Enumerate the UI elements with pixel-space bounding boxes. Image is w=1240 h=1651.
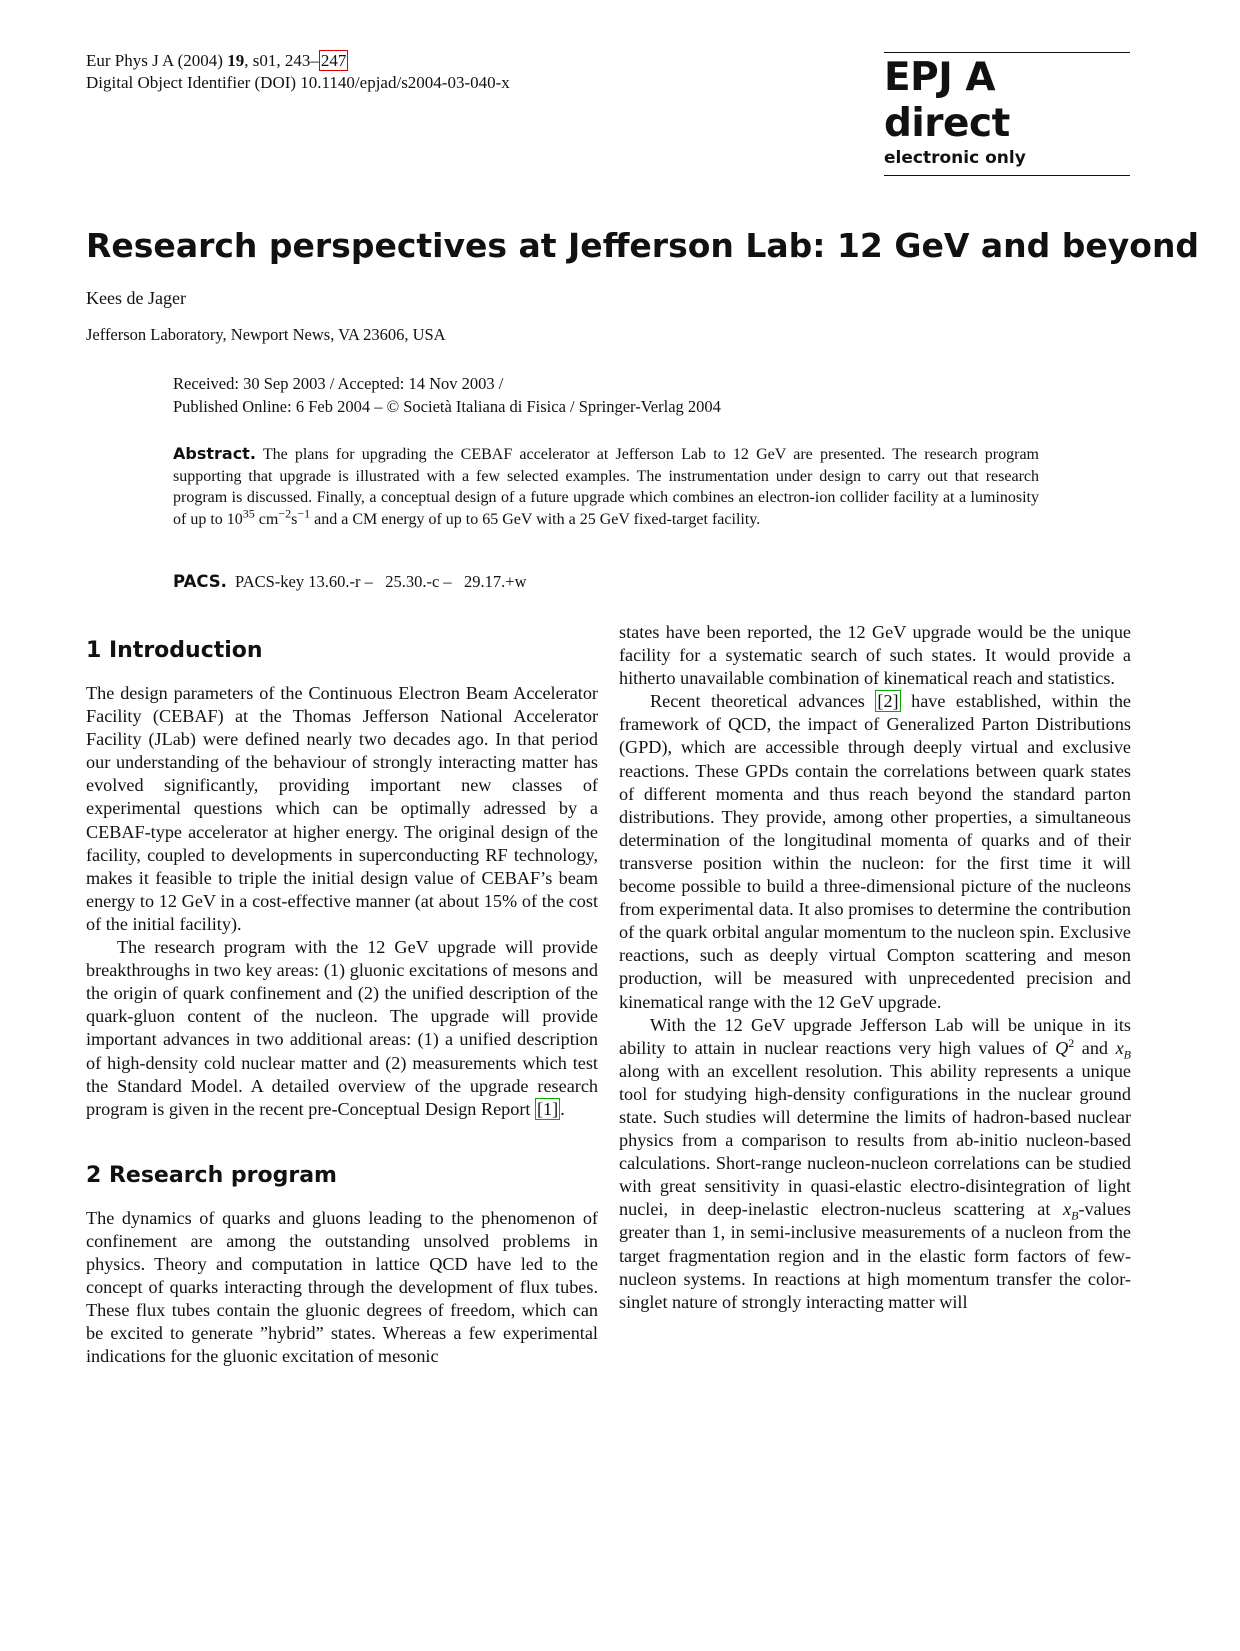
pacs-codes: PACS. PACS-key 13.60.-r – 25.30.-c – 29.17.+w — [173, 572, 527, 591]
citation-link[interactable]: [2] — [877, 691, 899, 712]
left-column — [86, 636, 598, 1368]
abstract: Abstract. The plans for upgrading the CEBAF accelerator at Jefferson Lab to 12 GeV are presented. The research program supporting that upgrade is illustrated with a few selected examples. The instrumentation under design to carry out that research program is discussed. Finally, a conceptual design of a future upgrade which combines an electron-ion collider facility at a luminosity of up to $10^{35}$ $cm^{-2}s^{-1}$ and a CM energy of up to 65 GeV with a 25 GeV fixed-target facility. — [173, 444, 1039, 528]
volume-number: 19 — [227, 51, 245, 70]
pacs-label: PACS. — [173, 572, 227, 591]
abstract-label: Abstract. — [173, 444, 256, 463]
paragraph: states have been reported, the 12 GeV upgrade would be the unique facility for a systematic search of such states. It would provide a hitherto unavailable combination of kinematical reach and statistics. — [619, 622, 1131, 689]
brand-top-rule — [884, 52, 1130, 53]
publication-dates: Received: 30 Sep 2003 / Accepted: 14 Nov 2003 / Published Online: 6 Feb 2004 – © Società Italiana di Fisica / Springer-Verlag 2004 — [173, 374, 721, 416]
journal-brand-subtitle: electronic only — [884, 148, 1026, 168]
journal-brand-block — [884, 52, 1130, 176]
citation-link[interactable]: [1] — [537, 1098, 559, 1119]
journal-citation — [86, 50, 510, 94]
section-heading-research-program: 2 Research program — [86, 1162, 337, 1188]
paragraph: The design parameters of the Continuous Electron Beam Accelerator Facility (CEBAF) at the Thomas Jefferson National Accelerator Facility (JLab) were defined nearly two decades ago. In that period our understanding of the behaviour of strongly interacting matter has evolved significantly, providing important new classes of experimental questions which can be optimally adressed by a CEBAF-type accelerator at higher energy. The original design of the facility, coupled to developments in superconducting RF technology, makes it feasible to triple the initial design value of CEBAF’s beam energy to 12 GeV in a cost-effective manner (at about 15% of the cost of the initial facility). — [86, 683, 598, 934]
author-name: Kees de Jager — [86, 288, 186, 308]
right-column — [619, 621, 1131, 1314]
affiliation: Jefferson Laboratory, Newport News, VA 23606, USA — [86, 325, 446, 344]
brand-bottom-rule — [884, 175, 1130, 176]
paper-title: Research perspectives at Jefferson Lab: 12 GeV and beyond — [86, 226, 1200, 265]
paragraph: Recent theoretical advances [2] have established, within the framework of QCD, the impact of Generalized Parton Distributions (GPD), which are accessible through deeply virtual and exclusive reactions. These GPDs contain the correlations between quark states of different momenta and thus reach beyond the standard parton distributions. They provide, among other properties, a simultaneous determination of the longitudinal momenta of quarks and of their transverse position within the nucleon: for the first time it will become possible to build a three-dimensional picture of the nucleons from experimental data. It also promises to determine the contribution of the quark orbital angular momentum to the nucleon spin. Exclusive reactions, such as deeply virtual Compton scattering and meson production, will be measured with unprecedented precision and kinematical range with the 12 GeV upgrade. — [619, 691, 1131, 1012]
doi-line: Digital Object Identifier (DOI) 10.1140/epjad/s2004-03-040-x — [86, 73, 510, 92]
paragraph: With the 12 GeV upgrade Jefferson Lab will be unique in its ability to attain in nuclear reactions very high values of $Q^2$ and $x_B$ along with an excellent resolution. This ability represents a unique tool for studying high-density configurations in the nuclear ground state. Such studies will determine the limits of hadron-based nuclear physics from a comparison to results from ab-initio nucleon-based calculations. Short-range nucleon-nucleon correlations can be studied with great sensitivity in quasi-elastic electro-disintegration of light nuclei, in deep-inelastic electron-nucleus scattering at $x_B$-values greater than 1, in semi-inclusive measurements of a nucleon from the target fragmentation region and in the elastic form factors of few-nucleon systems. In reactions at high momentum transfer the color-singlet nature of strongly interacting matter will — [619, 1014, 1131, 1312]
section-heading-introduction: 1 Introduction — [86, 638, 263, 663]
last-page-link[interactable]: 247 — [320, 51, 347, 70]
journal-brand: EPJ A direct — [884, 55, 1010, 146]
paragraph: The dynamics of quarks and gluons leading to the phenomenon of confinement are among the outstanding unsolved problems in physics. Theory and computation in lattice QCD have led to the concept of quarks interacting through the development of flux tubes. These flux tubes contain the gluonic degrees of freedom, which can be excited to generate ”hybrid” states. Whereas a few experimental indications for the gluonic excitation of mesonic — [86, 1207, 598, 1367]
citation-line: Eur Phys J A (2004) 19, s01, 243– 247 — [86, 51, 347, 70]
paragraph: The research program with the 12 GeV upgrade will provide breakthroughs in two key areas: (1) gluonic excitations of mesons and the origin of quark confinement and (2) the unified description of the quark-gluon content of the nucleon. The upgrade will provide important advances in two additional areas: (1) a unified description of high-density cold nuclear matter and (2) measurements which test the Standard Model. A detailed overview of the upgrade research program is given in the recent pre-Conceptual Design Report [1] . — [86, 937, 598, 1119]
